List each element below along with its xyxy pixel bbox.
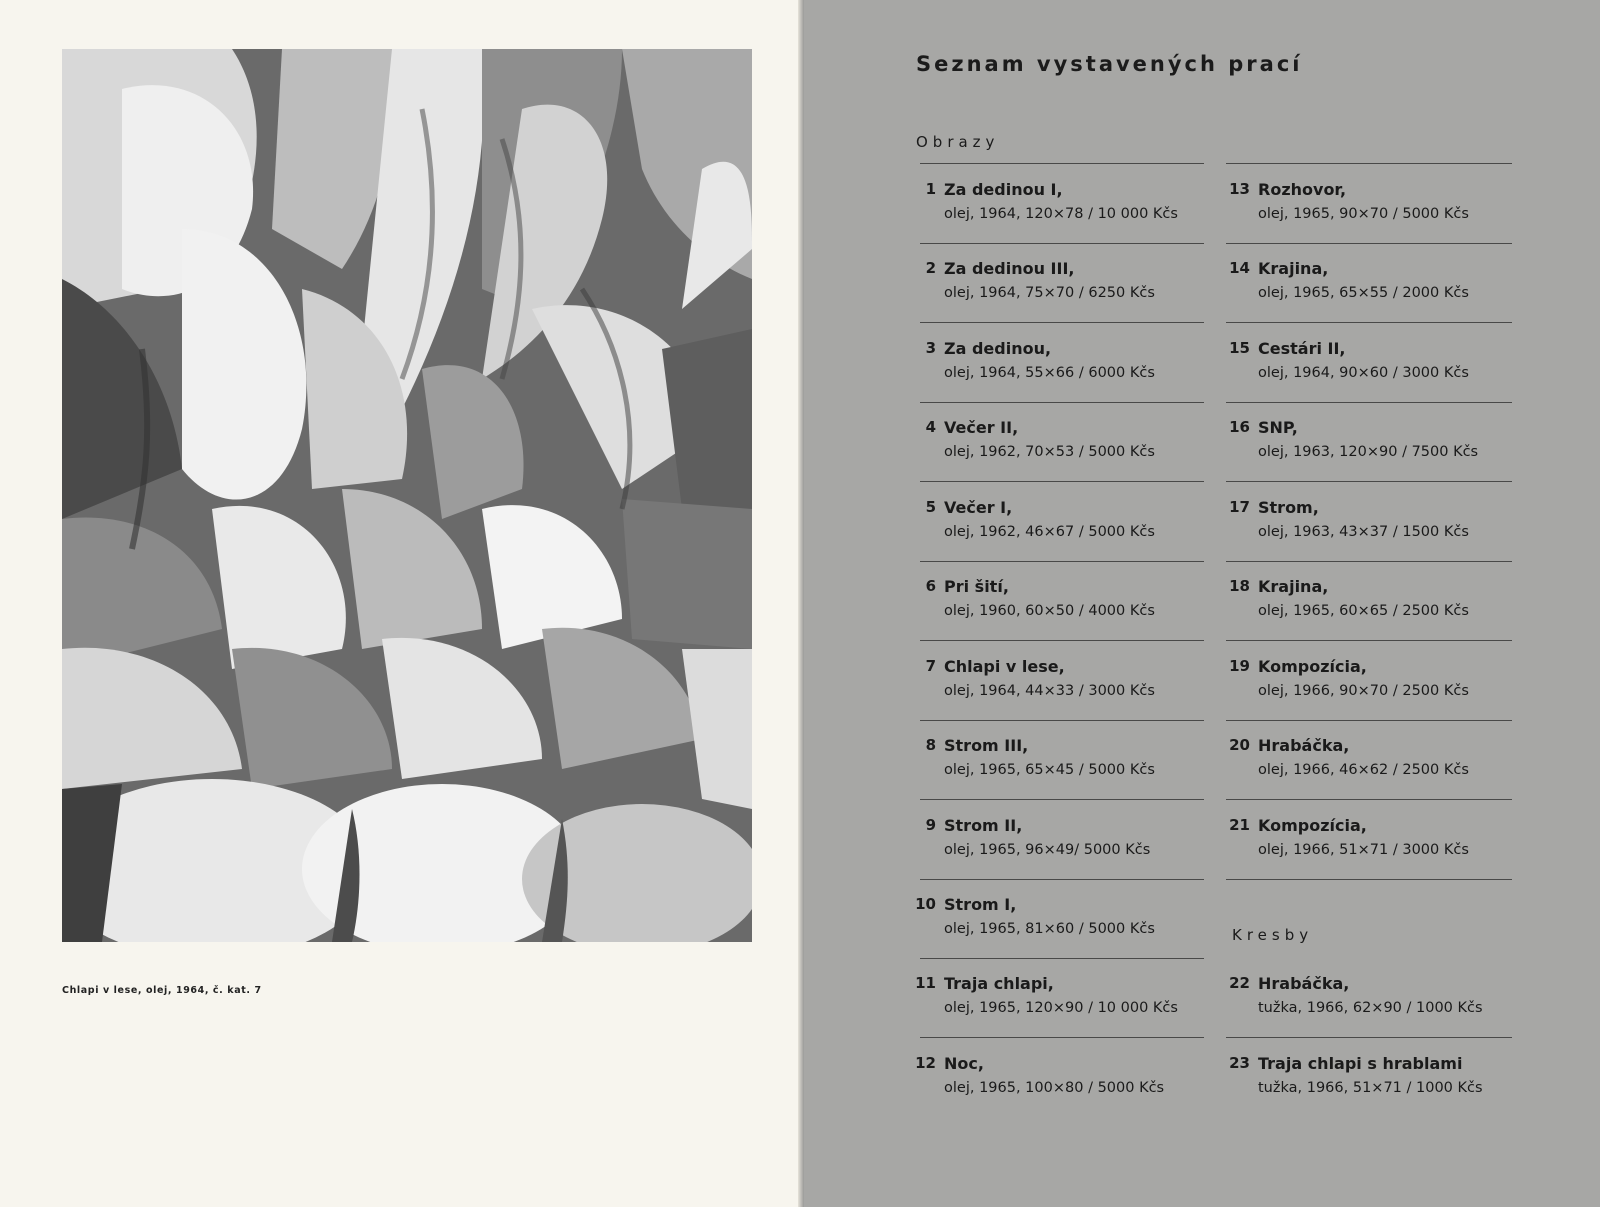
separator-rule	[1226, 322, 1512, 323]
catalogue-entry	[1224, 736, 1514, 796]
entry-number: 20	[1229, 736, 1250, 754]
entry-title: Cestári II,	[1258, 339, 1346, 358]
entry-number: 4	[925, 418, 936, 436]
separator-rule	[1226, 1037, 1512, 1038]
entry-details: olej, 1966, 51×71 / 3000 Kčs	[1258, 842, 1469, 858]
separator-rule	[1226, 163, 1512, 164]
separator-rule	[1226, 243, 1512, 244]
entry-details: olej, 1965, 65×55 / 2000 Kčs	[1258, 285, 1469, 301]
entry-title: Večer I,	[944, 498, 1013, 517]
catalogue-entry	[910, 895, 1200, 955]
entry-title: Strom,	[1258, 498, 1319, 517]
entry-details: tužka, 1966, 51×71 / 1000 Kčs	[1258, 1080, 1483, 1096]
separator-rule	[920, 163, 1204, 164]
catalogue-entry	[910, 259, 1200, 319]
entry-title: SNP,	[1258, 418, 1298, 437]
separator-rule	[1226, 720, 1512, 721]
catalogue-entry	[1224, 816, 1514, 876]
entry-number: 16	[1229, 418, 1250, 436]
entry-details: olej, 1964, 75×70 / 6250 Kčs	[944, 285, 1155, 301]
catalogue-entry	[910, 1054, 1200, 1114]
catalogue-entry	[910, 577, 1200, 637]
entry-details: olej, 1963, 43×37 / 1500 Kčs	[1258, 524, 1469, 540]
entry-details: olej, 1963, 120×90 / 7500 Kčs	[1258, 444, 1479, 460]
separator-rule	[920, 720, 1204, 721]
entry-details: olej, 1964, 44×33 / 3000 Kčs	[944, 683, 1155, 699]
entry-title: Hrabáčka,	[1258, 974, 1350, 993]
entry-title: Noc,	[944, 1054, 984, 1073]
catalogue-entry	[1224, 339, 1514, 399]
entry-number: 6	[925, 577, 936, 595]
separator-rule	[920, 322, 1204, 323]
entry-number: 23	[1229, 1054, 1250, 1072]
entry-title: Strom I,	[944, 895, 1017, 914]
entry-number: 17	[1229, 498, 1250, 516]
entry-number: 19	[1229, 657, 1250, 675]
catalogue-entry	[1224, 974, 1514, 1034]
entry-number: 22	[1229, 974, 1250, 992]
entry-number: 9	[925, 816, 936, 834]
catalogue-entry	[1224, 1054, 1514, 1114]
catalogue-entry	[1224, 657, 1514, 717]
entry-title: Rozhovor,	[1258, 180, 1347, 199]
catalogue-entry	[1224, 418, 1514, 478]
entry-number: 15	[1229, 339, 1250, 357]
separator-rule	[920, 1037, 1204, 1038]
entry-title: Traja chlapi s hrablami	[1258, 1054, 1463, 1073]
catalogue-entry	[910, 418, 1200, 478]
entry-details: olej, 1966, 90×70 / 2500 Kčs	[1258, 683, 1469, 699]
entry-number: 1	[925, 180, 936, 198]
entry-details: olej, 1964, 120×78 / 10 000 Kčs	[944, 206, 1178, 222]
separator-rule	[920, 958, 1204, 959]
separator-rule	[920, 799, 1204, 800]
entry-title: Strom II,	[944, 816, 1023, 835]
separator-rule	[920, 640, 1204, 641]
entry-details: olej, 1962, 70×53 / 5000 Kčs	[944, 444, 1155, 460]
entry-title: Strom III,	[944, 736, 1029, 755]
entry-number: 11	[915, 974, 936, 992]
entry-title: Kompozícia,	[1258, 816, 1367, 835]
entry-title: Večer II,	[944, 418, 1019, 437]
entry-number: 8	[925, 736, 936, 754]
entry-title: Za dedinou,	[944, 339, 1052, 358]
entry-number: 14	[1229, 259, 1250, 277]
entry-number: 21	[1229, 816, 1250, 834]
entry-details: olej, 1964, 90×60 / 3000 Kčs	[1258, 365, 1469, 381]
entry-details: olej, 1960, 60×50 / 4000 Kčs	[944, 603, 1155, 619]
catalogue-entry	[1224, 180, 1514, 240]
entry-details: olej, 1965, 81×60 / 5000 Kčs	[944, 921, 1155, 937]
drawings-section-label: Kresby	[1232, 926, 1314, 944]
entry-number: 2	[925, 259, 936, 277]
entry-number: 7	[925, 657, 936, 675]
entry-number: 13	[1229, 180, 1250, 198]
separator-rule	[1226, 799, 1512, 800]
entry-title: Pri šití,	[944, 577, 1009, 596]
catalogue-entry	[1224, 259, 1514, 319]
entry-details: olej, 1964, 55×66 / 6000 Kčs	[944, 365, 1155, 381]
separator-rule	[920, 561, 1204, 562]
separator-rule	[1226, 640, 1512, 641]
entry-details: olej, 1965, 120×90 / 10 000 Kčs	[944, 1000, 1178, 1016]
separator-rule	[1226, 481, 1512, 482]
entry-number: 5	[925, 498, 936, 516]
entry-title: Kompozícia,	[1258, 657, 1367, 676]
entry-title: Za dedinou I,	[944, 180, 1063, 199]
entry-number: 18	[1229, 577, 1250, 595]
entry-details: olej, 1966, 46×62 / 2500 Kčs	[1258, 762, 1469, 778]
separator-rule	[920, 402, 1204, 403]
catalogue-entry	[910, 736, 1200, 796]
entry-title: Hrabáčka,	[1258, 736, 1350, 755]
catalogue-entry	[1224, 577, 1514, 637]
painting-reproduction	[62, 49, 752, 942]
entry-title: Traja chlapi,	[944, 974, 1054, 993]
entry-details: olej, 1965, 60×65 / 2500 Kčs	[1258, 603, 1469, 619]
catalogue-entry	[910, 657, 1200, 717]
entry-details: olej, 1965, 100×80 / 5000 Kčs	[944, 1080, 1165, 1096]
entry-details: tužka, 1966, 62×90 / 1000 Kčs	[1258, 1000, 1483, 1016]
entry-number: 3	[925, 339, 936, 357]
entry-details: olej, 1962, 46×67 / 5000 Kčs	[944, 524, 1155, 540]
catalogue-entry	[910, 816, 1200, 876]
separator-rule	[920, 243, 1204, 244]
catalogue-entry	[910, 974, 1200, 1034]
catalogue-entry	[1224, 498, 1514, 558]
separator-rule	[1226, 402, 1512, 403]
catalogue-entry	[910, 180, 1200, 240]
entry-details: olej, 1965, 65×45 / 5000 Kčs	[944, 762, 1155, 778]
entry-details: olej, 1965, 96×49/ 5000 Kčs	[944, 842, 1151, 858]
entry-title: Chlapi v lese,	[944, 657, 1065, 676]
separator-rule	[920, 481, 1204, 482]
entry-title: Za dedinou III,	[944, 259, 1075, 278]
entry-details: olej, 1965, 90×70 / 5000 Kčs	[1258, 206, 1469, 222]
painting-caption: Chlapi v lese, olej, 1964, č. kat. 7	[62, 985, 262, 996]
catalogue-entry	[910, 339, 1200, 399]
separator-rule	[1226, 879, 1512, 880]
entry-title: Krajina,	[1258, 259, 1329, 278]
separator-rule	[920, 879, 1204, 880]
separator-rule	[1226, 561, 1512, 562]
entry-number: 10	[915, 895, 936, 913]
works-list-title: Seznam vystavených prací	[916, 52, 1303, 76]
entry-number: 12	[915, 1054, 936, 1072]
entry-title: Krajina,	[1258, 577, 1329, 596]
paintings-section-label: Obrazy	[916, 133, 1000, 151]
catalogue-entry	[910, 498, 1200, 558]
